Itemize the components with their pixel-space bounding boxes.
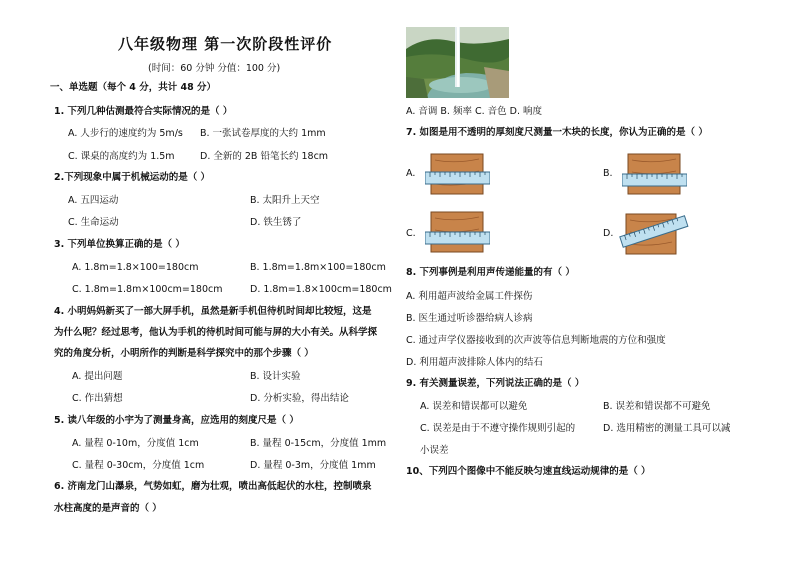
page-title: 八年级物理 第一次阶段性评价 <box>118 35 333 53</box>
q1-option-a: A. 人步行的速度约为 5m/s <box>68 128 183 139</box>
q3-option-c: C. 1.8m=1.8m×100cm=180cm <box>72 284 223 295</box>
q1-option-b: B. 一张试卷厚度的大约 1mm <box>200 128 326 139</box>
q8-option-a: A. 利用超声波给金属工件探伤 <box>406 291 533 302</box>
q7-option-a-label: A. <box>406 168 416 179</box>
q3-option-a: A. 1.8m=1.8×100=180cm <box>72 262 199 273</box>
q7-figure-a <box>425 152 490 200</box>
q9-option-c: C. 误差是由于不遵守操作规则引起的 <box>420 423 576 434</box>
q5-option-b: B. 量程 0-15cm，分度值 1mm <box>250 438 387 449</box>
q1-option-c: C. 课桌的高度约为 1.5m <box>68 151 175 162</box>
q2-option-d: D. 铁生锈了 <box>250 217 302 228</box>
q8-option-c: C. 通过声学仪器接收到的次声波等信息判断地震的方位和强度 <box>406 335 666 346</box>
q9-option-a: A. 误差和错误都可以避免 <box>420 401 528 412</box>
q4-option-a: A. 提出问题 <box>72 371 123 382</box>
q9-stem: 9. 有关测量误差，下列说法正确的是（ ） <box>406 378 585 389</box>
q8-stem: 8. 下列事例是利用声传递能量的有（ ） <box>406 267 575 278</box>
section-heading: 一、单选题（每个 4 分，共计 48 分） <box>50 82 217 93</box>
q1-stem: 1. 下列几种估测最符合实际情况的是（ ） <box>54 106 233 117</box>
q7-figure-d <box>618 208 690 260</box>
q3-option-b: B. 1.8m=1.8m×100=180cm <box>250 262 386 273</box>
q7-option-b-label: B. <box>603 168 613 179</box>
q6-stem-line2: 水柱高度的是声音的（ ） <box>54 503 162 514</box>
q9-option-b: B. 误差和错误都不可避免 <box>603 401 711 412</box>
q7-option-d-label: D. <box>603 228 614 239</box>
q1-option-d: D. 全新的 2B 铅笔长约 18cm <box>200 151 329 162</box>
q2-stem: 2.下列现象中属于机械运动的是（ ） <box>54 172 211 183</box>
q10-stem: 10、下列四个图像中不能反映匀速直线运动规律的是（ ） <box>406 466 651 477</box>
q4-option-b: B. 设计实验 <box>250 371 301 382</box>
q5-option-d: D. 量程 0-3m，分度值 1mm <box>250 460 376 471</box>
q2-option-c: C. 生命运动 <box>68 217 119 228</box>
q3-stem: 3. 下列单位换算正确的是（ ） <box>54 239 185 250</box>
q4-option-d: D. 分析实验，得出结论 <box>250 393 349 404</box>
q7-option-c-label: C. <box>406 228 416 239</box>
q4-option-c: C. 作出猜想 <box>72 393 123 404</box>
q5-stem: 5. 读八年级的小宇为了测量身高，应选用的刻度尺是（ ） <box>54 415 299 426</box>
exam-info: (时间：60 分钟 分值：100 分) <box>148 63 281 74</box>
q3-option-d: D. 1.8m=1.8×100cm=180cm <box>250 284 392 295</box>
q8-option-b: B. 医生通过听诊器给病人诊病 <box>406 313 533 324</box>
q5-option-c: C. 量程 0-30cm，分度值 1cm <box>72 460 205 471</box>
q2-option-b: B. 太阳升上天空 <box>250 195 320 206</box>
q2-option-a: A. 五四运动 <box>68 195 119 206</box>
q7-stem: 7. 如图是用不透明的厚刻度尺测量一木块的长度，你认为正确的是（ ） <box>406 127 708 138</box>
q6-stem-line1: 6. 济南龙门山瀑泉，气势如虹，磨为壮观，喷出高低起伏的水柱，控制喷泉 <box>54 481 372 492</box>
q9-option-d: D. 选用精密的测量工具可以减 <box>603 423 731 434</box>
q4-stem-line3: 究的角度分析，小明所作的判断是科学探究中的那个步骤（ ） <box>54 348 314 359</box>
q5-option-a: A. 量程 0-10m，分度值 1cm <box>72 438 199 449</box>
q9-option-d-cont: 小误差 <box>420 445 449 456</box>
q4-stem-line2: 为什么呢？经过思考，他认为手机的待机时间可能与屏的大小有关。从科学探 <box>54 327 378 338</box>
q7-figure-c <box>425 210 490 258</box>
fountain-photo <box>406 27 509 98</box>
q6-options: A. 音调 B. 频率 C. 音色 D. 响度 <box>406 106 543 117</box>
q4-stem-line1: 4. 小明妈妈新买了一部大屏手机，虽然是新手机但待机时间却比较短，这是 <box>54 306 372 317</box>
q8-option-d: D. 利用超声波排除人体内的结石 <box>406 357 543 368</box>
q7-figure-b <box>622 152 687 200</box>
